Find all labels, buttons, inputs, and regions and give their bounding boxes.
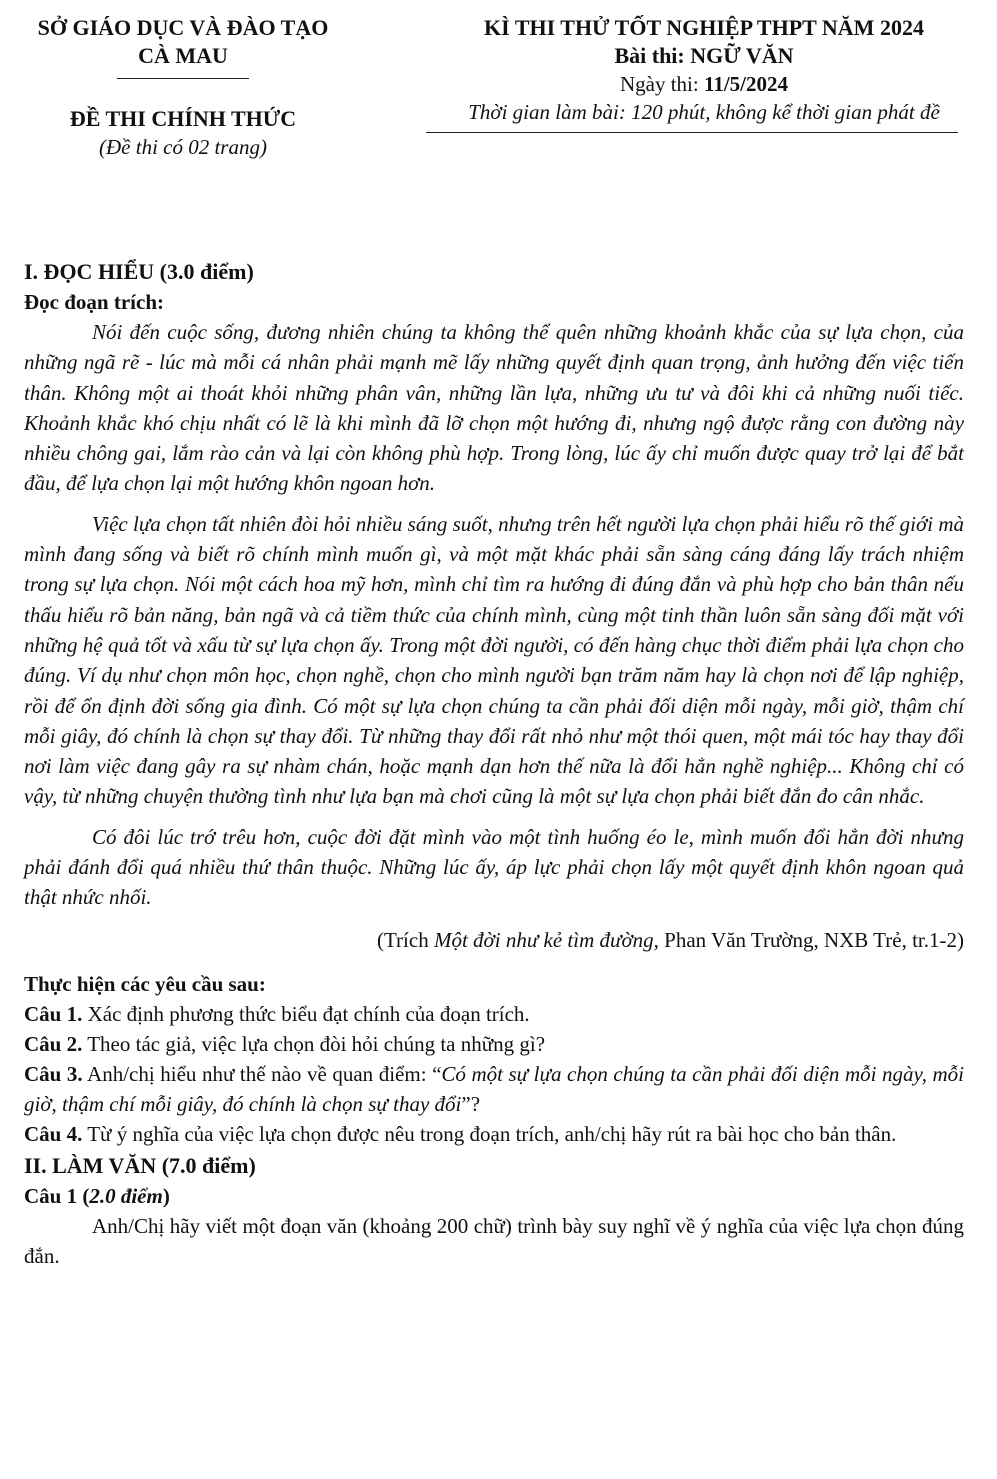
section-1-title: I. ĐỌC HIỂU (3.0 điểm)	[24, 259, 254, 284]
page-count-note: (Đề thi có 02 trang)	[99, 135, 267, 159]
exam-content	[24, 257, 964, 1271]
exam-title: KÌ THI THỬ TỐT NGHIỆP THPT NĂM 2024	[484, 15, 924, 40]
question-2: Câu 2. Theo tác giả, việc lựa chọn đòi hỏi chúng ta những gì?	[24, 1031, 546, 1056]
question-1: Câu 1. Xác định phương thức biểu đạt chính của đoạn trích.	[24, 1001, 530, 1026]
exam-date: Ngày thi: 11/5/2024	[619, 72, 788, 96]
essay-question-1-label: Câu 1 (2.0 điểm)	[24, 1183, 170, 1208]
province-name: CÀ MAU	[138, 43, 228, 68]
header-department	[14, 14, 352, 161]
section-2-title: II. LÀM VĂN (7.0 điểm)	[24, 1152, 256, 1178]
passage-paragraph-1: Nói đến cuộc sống, đương nhiên chúng ta không thể quên những khoảnh khắc của sự lựa chọn, của những ngã rẽ - lúc mà mỗi cá nhân phải mạnh mẽ lấy những quyết định quan trọng, ảnh hưởng đến việc tiến thân. Không một ai thoát khỏi những phân vân, những lần lựa, những ưu tư và đôi khi cả những nuối tiếc. Khoảnh khắc khó chịu nhất có lẽ là khi mình đã lỡ chọn một hướng đi, nhưng ngộ được rằng con đường này nhiều chông gai, lắm rào cản và lại còn không phù hợp. Trong lòng, lúc ấy chỉ muốn được quay trở lại để bắt đầu, để lựa chọn lại một hướng khôn ngoan hơn.	[24, 320, 964, 496]
header-left-divider	[117, 78, 249, 79]
official-exam-label: ĐỀ THI CHÍNH THỨC	[69, 106, 297, 131]
passage-source: (Trích Một đời như kẻ tìm đường, Phan Văn Trường, NXB Trẻ, tr.1-2)	[376, 927, 964, 952]
passage-paragraph-3: Có đôi lúc trớ trêu hơn, cuộc đời đặt mình vào một tình huống éo le, mình muốn đổi hẳn đời nhưng phải đánh đổi quá nhiều thứ thân thuộc. Những lúc ấy, áp lực phải chọn lấy một quyết định khôn ngoan quả thật nhức nhối.	[24, 824, 964, 910]
question-4: Câu 4. Từ ý nghĩa của việc lựa chọn được nêu trong đoạn trích, anh/chị hãy rút ra bài học cho bản thân.	[24, 1121, 897, 1146]
exam-subject: Bài thi: NGỮ VĂN	[614, 43, 794, 68]
question-3: Câu 3. Anh/chị hiểu như thế nào về quan điểm: “Có một sự lựa chọn chúng ta cần phải đối diện mỗi ngày, mỗi giờ, thậm chí mỗi giây, đó chính là chọn sự thay đổi”?	[24, 1061, 964, 1116]
department-name: SỞ GIÁO DỤC VÀ ĐÀO TẠO	[37, 15, 329, 40]
reading-label: Đọc đoạn trích:	[24, 290, 164, 314]
requirements-label: Thực hiện các yêu cầu sau:	[24, 971, 266, 996]
header-right-divider	[426, 132, 958, 133]
exam-duration: Thời gian làm bài: 120 phút, không kể thời gian phát đề	[468, 100, 940, 124]
essay-question-1-text: Anh/Chị hãy viết một đoạn văn (khoảng 200 chữ) trình bày suy nghĩ về ý nghĩa của việc lựa chọn đúng đắn.	[24, 1213, 964, 1268]
passage-paragraph-2: Việc lựa chọn tất nhiên đòi hỏi nhiều sáng suốt, nhưng trên hết người lựa chọn phải hiểu rõ thế giới mà mình đang sống và biết rõ chính mình muốn gì, và một mặt khác phải sẵn sàng cáng đáng lấy trách nhiệm trong sự lựa chọn. Nói một cách hoa mỹ hơn, mình chỉ tìm ra hướng đi đúng đắn và phù hợp cho bản thân nếu thấu hiểu rõ bản năng, bản ngã và cả tiềm thức của chính mình, cùng một tinh thần luôn sẵn sàng đối mặt với những hệ quả tốt và xấu từ sự lựa chọn ấy. Trong một đời người, có đến hàng chục thời điểm phải lựa chọn cho đúng. Ví dụ như chọn môn học, chọn nghề, chọn cho mình người bạn trăm năm hay là chọn nơi để lập nghiệp, rồi để ổn định đời sống gia đình. Có một sự lựa chọn chúng ta cần phải đối diện mỗi ngày, mỗi giờ, thậm chí mỗi giây, đó chính là chọn sự thay đổi. Từ những thay đổi rất nhỏ như một thói quen, một mái tóc hay thay đổi nơi làm việc đang gây ra sự nhàm chán, hoặc mạnh dạn hơn thế nữa là đổi hẳn nghề nghiệp... Không chỉ có vậy, từ những chuyện thường tình như lựa bạn mà chơi cũng là một sự lựa chọn phải biết đắn đo cân nhắc.	[24, 511, 964, 809]
header-exam-info	[418, 14, 990, 133]
